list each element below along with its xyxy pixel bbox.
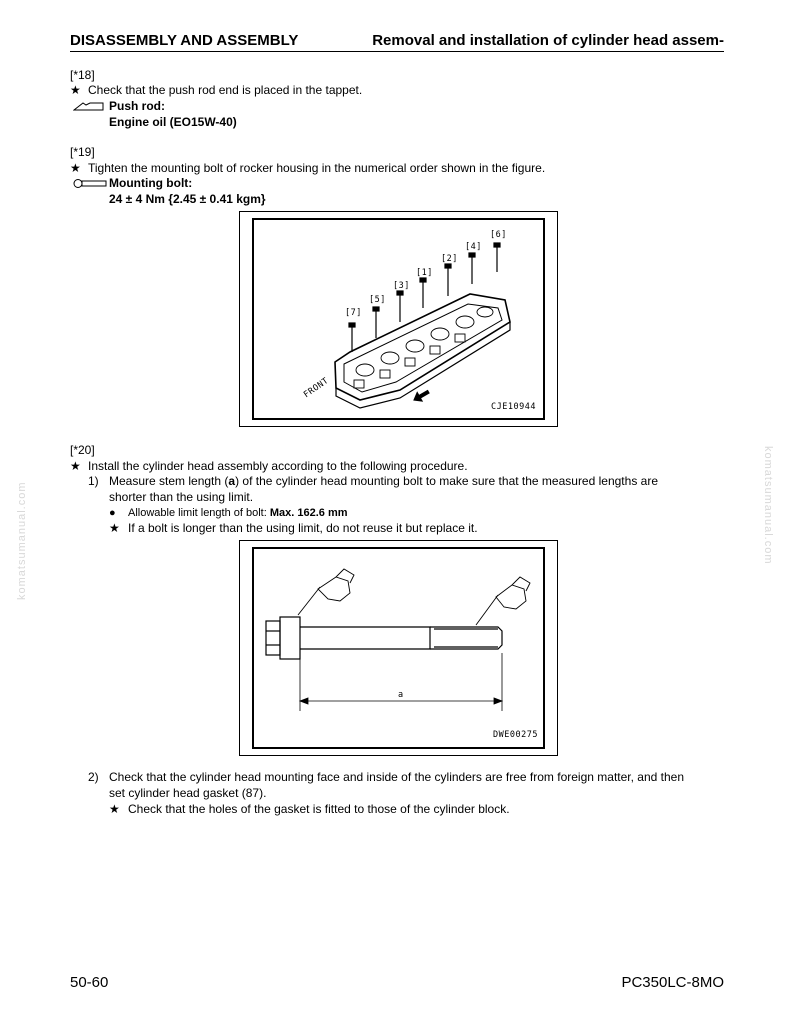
star-icon: ★ bbox=[109, 802, 120, 816]
star-icon: ★ bbox=[109, 521, 120, 535]
rocker-housing-drawing bbox=[240, 212, 557, 426]
replace-note: If a bolt is longer than the using limit, do not reuse it but replace it. bbox=[128, 521, 478, 535]
bolt-figure bbox=[239, 540, 558, 756]
bolt-label-3: [3] bbox=[393, 281, 410, 291]
star-icon: ★ bbox=[70, 83, 81, 97]
bullet-icon: ● bbox=[109, 507, 116, 519]
step-2-text: Check that the cylinder head mounting face and inside of the cylinders are free from foreign matter, and then bbox=[109, 770, 684, 784]
star-icon: ★ bbox=[70, 459, 81, 473]
torque-spec: 24 ± 4 Nm {2.45 ± 0.41 kgm} bbox=[109, 192, 266, 206]
step-2-continued: set cylinder head gasket (87). bbox=[109, 786, 267, 800]
engine-oil-spec: Engine oil (EO15W-40) bbox=[109, 115, 237, 129]
bolt-label-7: [7] bbox=[345, 308, 362, 318]
figure-code: DWE00275 bbox=[493, 730, 538, 740]
gasket-note: Check that the holes of the gasket is fitted to those of the cylinder block. bbox=[128, 802, 510, 816]
s20-text: Install the cylinder head assembly according to the following procedure. bbox=[88, 459, 468, 473]
watermark-left: komatsumanual.com bbox=[16, 481, 28, 600]
ref-18: [*18] bbox=[70, 68, 95, 82]
page-heading: Removal and installation of cylinder head assem- bbox=[372, 32, 724, 49]
s19-text: Tighten the mounting bolt of rocker housing in the numerical order shown in the figure. bbox=[88, 161, 546, 175]
bolt-label-6: [6] bbox=[490, 230, 507, 240]
front-label: FRONT bbox=[302, 375, 331, 401]
bolt-label-5: [5] bbox=[369, 295, 386, 305]
mounting-bolt-label: Mounting bolt: bbox=[109, 176, 193, 190]
step-2-number: 2) bbox=[88, 770, 99, 784]
bolt-drawing bbox=[240, 541, 557, 755]
oil-can-icon bbox=[73, 100, 105, 112]
section-title: DISASSEMBLY AND ASSEMBLY bbox=[70, 32, 299, 49]
ref-19: [*19] bbox=[70, 145, 95, 159]
bolt-label-1: [1] bbox=[416, 268, 433, 278]
step-1-text: Measure stem length (a) of the cylinder head mounting bolt to make sure that the measured lengths are bbox=[109, 474, 658, 488]
torque-wrench-icon bbox=[73, 178, 107, 189]
s18-text: Check that the push rod end is placed in the tappet. bbox=[88, 83, 363, 97]
ref-20: [*20] bbox=[70, 443, 95, 457]
figure-code: CJE10944 bbox=[491, 402, 536, 412]
dimension-label: a bbox=[398, 690, 404, 700]
rocker-housing-figure bbox=[239, 211, 558, 427]
page-number: 50-60 bbox=[70, 974, 109, 991]
star-icon: ★ bbox=[70, 161, 81, 175]
bolt-label-2: [2] bbox=[441, 254, 458, 264]
step-1-continued: shorter than the using limit. bbox=[109, 490, 254, 504]
push-rod-label: Push rod: bbox=[109, 99, 165, 113]
header-rule bbox=[70, 51, 724, 52]
model-number: PC350LC-8MO bbox=[621, 974, 724, 991]
watermark-right: komatsumanual.com bbox=[762, 446, 774, 565]
limit-length: Allowable limit length of bolt: Max. 162.6 mm bbox=[128, 507, 348, 519]
bolt-label-4: [4] bbox=[465, 242, 482, 252]
step-1-number: 1) bbox=[88, 474, 99, 488]
